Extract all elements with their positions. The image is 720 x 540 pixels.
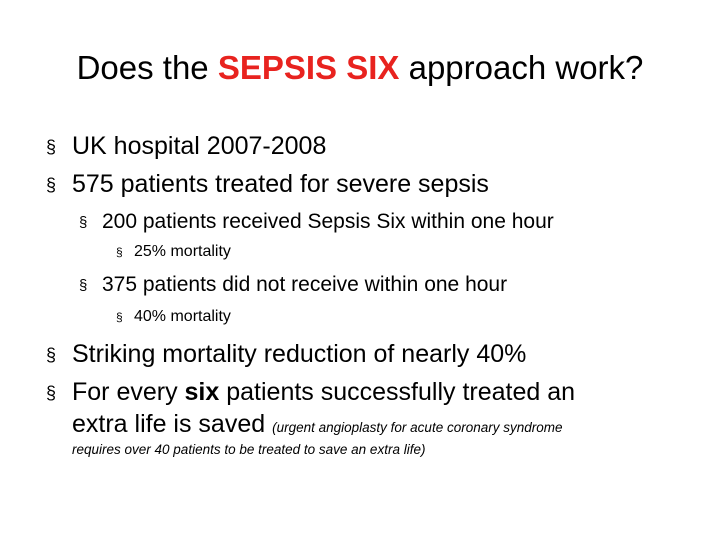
title-text-before: Does the [76, 49, 218, 86]
bullet-text: 575 patients treated for severe sepsis [72, 170, 489, 198]
bullet-text: UK hospital 2007-2008 [72, 132, 327, 160]
bullet-item [46, 168, 489, 200]
bullet-text: Striking mortality reduction of nearly 40% [72, 340, 527, 368]
last-bullet-continuation [72, 408, 563, 444]
bullet-marker-icon: § [46, 345, 57, 365]
footnote-line1: (urgent angioplasty for acute coronary syndrome [272, 420, 563, 435]
bullet-item [46, 338, 526, 370]
bullet-text: 375 patients did not receive within one hour [102, 273, 508, 296]
bullet-marker-icon: § [79, 277, 88, 294]
bullet-text: 200 patients received Sepsis Six within one hour [102, 210, 554, 233]
sub-sub-bullet-item [116, 241, 231, 263]
bullet-marker-icon: § [46, 383, 57, 403]
sub-bullet-item [79, 208, 554, 236]
bullet-marker-icon: § [46, 175, 57, 195]
sub-bullet-item [79, 271, 507, 299]
last-bullet-before: For every [72, 378, 185, 406]
last-bullet-after: patients successfully treated an [219, 378, 576, 406]
bullet-marker-icon: § [116, 245, 123, 259]
bullet-item [46, 376, 575, 408]
bullet-marker-icon: § [79, 214, 88, 231]
title-text-after: approach work? [399, 49, 644, 86]
bullet-marker-icon: § [116, 310, 123, 324]
slide-title [0, 46, 720, 90]
bullet-text-last [72, 376, 575, 408]
bullet-text: 40% mortality [134, 308, 231, 325]
footnote-line2: requires over 40 patients to be treated to save an extra life) [72, 442, 426, 457]
sub-sub-bullet-item [116, 306, 231, 328]
bullet-text: 25% mortality [134, 243, 231, 260]
bullet-item [46, 130, 326, 162]
bullet-marker-icon: § [46, 137, 57, 157]
last-bullet-bold: six [184, 378, 220, 406]
title-highlight: SEPSIS SIX [217, 49, 400, 86]
last-bullet-line2: extra life is saved [72, 410, 273, 438]
